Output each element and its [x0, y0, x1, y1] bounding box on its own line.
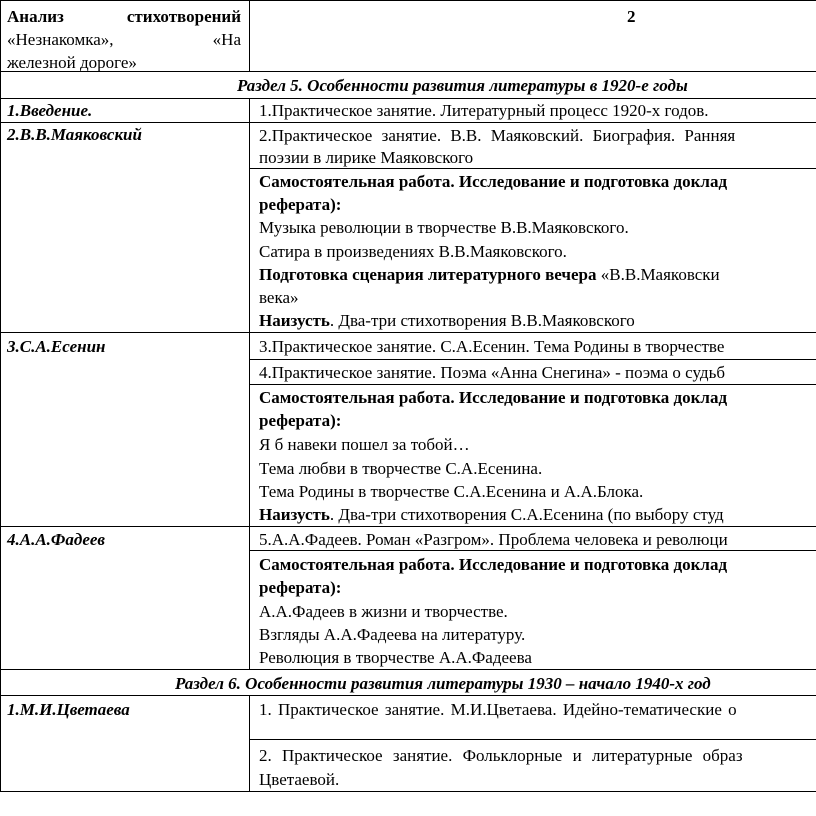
topic-mayakovsky-name: 2.В.В.Маяковский [7, 125, 142, 144]
fadeev-item-3: Революция в творчестве А.А.Фадеева [259, 648, 532, 667]
esenin-practice-3: 3.Практическое занятие. С.А.Есенин. Тема Родины в творчестве [259, 337, 725, 356]
mayakovsky-scenario-bold: Подготовка сценария литературного вечера [259, 265, 597, 284]
mayakovsky-item-1: Музыка революции в творчестве В.В.Маяковского. [259, 218, 629, 237]
table-border-bottom [0, 791, 816, 792]
mayakovsky-practice-line1: 2.Практическое занятие. В.В. Маяковский. Биография. Ранняя [259, 126, 736, 145]
table-border-top [0, 0, 816, 1]
esenin-memorize [259, 503, 724, 526]
table-border-left [0, 0, 1, 791]
mayakovsky-practice-line2: поэзии в лирике Маяковского [259, 148, 474, 167]
esenin-item-3: Тема Родины в творчестве С.А.Есенина и А.А.Блока. [259, 482, 644, 501]
row-divider-mayakovsky [0, 332, 816, 333]
mayakovsky-scenario-line1 [259, 263, 720, 286]
esenin-practice-4: 4.Практическое занятие. Поэма «Анна Снегина» - поэма о судьб [259, 363, 725, 382]
tsvetaeva-practice-2-line1: 2. Практическое занятие. Фольклорные и литературные образ [259, 746, 743, 765]
header-topic-line2 [7, 28, 241, 51]
fadeev-self-work-line2: реферата): [259, 578, 342, 597]
esenin-item-2: Тема любви в творчестве С.А.Есенина. [259, 459, 543, 478]
esenin-self-work-line2: реферата): [259, 411, 342, 430]
mayakovsky-item-2: Сатира в произведениях В.В.Маяковского. [259, 242, 567, 261]
row-divider-esenin [0, 526, 816, 527]
header-column-number: 2 [627, 7, 636, 26]
tsvetaeva-practice-1: 1. Практическое занятие. М.И.Цветаева. Идейно-тематические о [259, 700, 737, 719]
topic-tsvetaeva-name: 1.М.И.Цветаева [7, 700, 130, 719]
row-divider-esenin-self [250, 384, 816, 385]
mayakovsky-memorize-bold: Наизусть [259, 311, 330, 330]
esenin-memorize-bold: Наизусть [259, 505, 330, 524]
mayakovsky-self-work-line1: Самостоятельная работа. Исследование и подготовка доклад [259, 172, 728, 191]
header-topic-word: «На [212, 30, 241, 49]
mayakovsky-memorize-rest: . Два-три стихотворения В.В.Маяковского [329, 311, 635, 330]
header-topic-line3: железной дороге» [7, 53, 137, 72]
topic-intro-name: 1.Введение. [7, 101, 93, 120]
fadeev-practice-5: 5.А.А.Фадеев. Роман «Разгром». Проблема человека и революци [259, 530, 728, 549]
tsvetaeva-practice-2-line2: Цветаевой. [259, 770, 340, 789]
header-topic-word: Анализ [7, 7, 64, 26]
row-divider-esenin-practice [250, 359, 816, 360]
topic-esenin-name: 3.С.А.Есенин [7, 337, 106, 356]
mayakovsky-memorize [259, 309, 635, 332]
esenin-self-work-line1: Самостоятельная работа. Исследование и подготовка доклад [259, 388, 728, 407]
fadeev-self-work-line1: Самостоятельная работа. Исследование и подготовка доклад [259, 555, 728, 574]
row-divider-fadeev [0, 669, 816, 670]
row-divider-section6 [0, 695, 816, 696]
mayakovsky-scenario-line2: века» [259, 288, 299, 307]
header-topic-word: стихотворений [126, 7, 241, 26]
esenin-memorize-rest: . Два-три стихотворения С.А.Есенина (по выбору студ [329, 505, 724, 524]
section5-title: Раздел 5. Особенности развития литературы в 1920-е годы [237, 76, 688, 95]
header-topic-line1 [7, 5, 241, 28]
column-divider-section6 [249, 695, 250, 791]
topic-fadeev-name: 4.А.А.Фадеев [7, 530, 105, 549]
column-divider-header [249, 0, 250, 71]
fadeev-item-1: А.А.Фадеев в жизни и творчестве. [259, 602, 508, 621]
section6-title: Раздел 6. Особенности развития литературы 1930 – начало 1940-х год [175, 674, 711, 693]
header-topic-word: «Незнакомка», [7, 30, 114, 49]
mayakovsky-scenario-rest: «В.В.Маяковски [596, 265, 720, 284]
fadeev-item-2: Взгляды А.А.Фадеева на литературу. [259, 625, 526, 644]
mayakovsky-self-work-line2: реферата): [259, 195, 342, 214]
topic-intro-practice: 1.Практическое занятие. Литературный процесс 1920-х годов. [259, 101, 709, 120]
row-divider-tsvetaeva-practice [250, 739, 816, 740]
esenin-item-1: Я б навеки пошел за тобой… [259, 435, 470, 454]
